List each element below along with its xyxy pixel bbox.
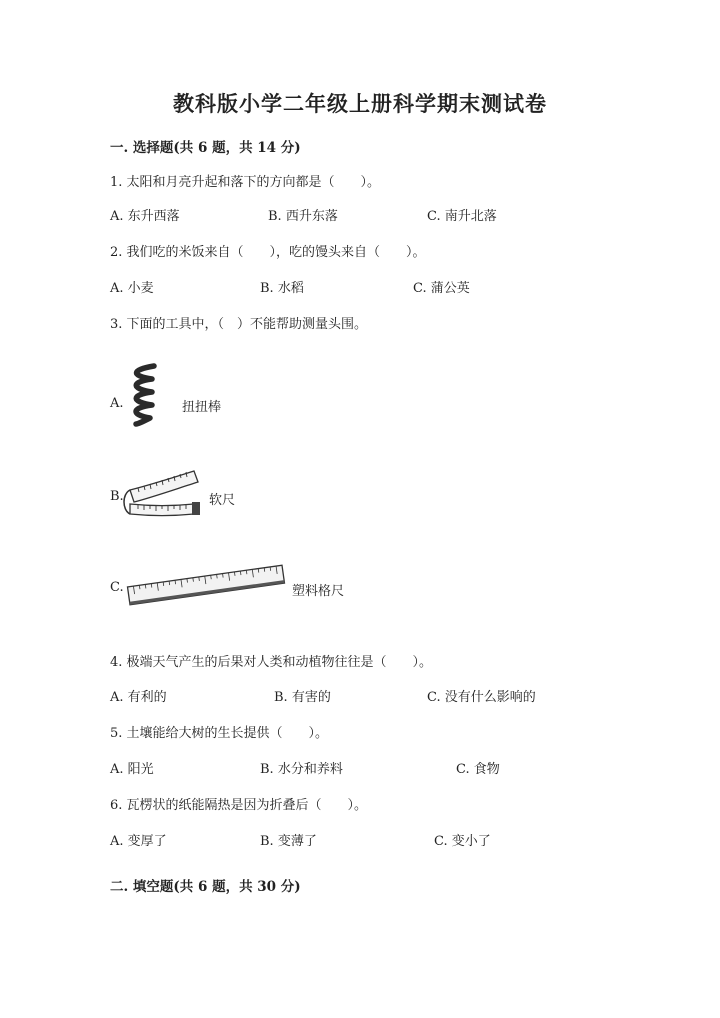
q2-option-c: C. 蒲公英: [413, 281, 470, 296]
q1-option-c: C. 南升北落: [427, 209, 497, 224]
plastic-ruler-icon: [124, 562, 288, 608]
q5-option-a: A. 阳光: [110, 762, 154, 777]
question-5: 5. 土壤能给大树的生长提供（ ）。: [110, 726, 329, 741]
question-6: 6. 瓦楞状的纸能隔热是因为折叠后（ ）。: [110, 798, 368, 813]
q4-option-c: C. 没有什么影响的: [427, 690, 536, 705]
q1-option-b: B. 西升东落: [268, 209, 338, 224]
tape-measure-icon: [124, 466, 202, 518]
section-heading-choice: 一. 选择题(共 6 题，共 14 分): [110, 140, 301, 156]
q3-option-a-letter: A.: [110, 396, 124, 411]
q3-option-c-label: 塑料格尺: [292, 584, 345, 599]
q2-option-b: B. 水稻: [260, 281, 304, 296]
question-3: 3. 下面的工具中，（ ）不能帮助测量头围。: [110, 317, 368, 332]
q6-option-c: C. 变小了: [434, 834, 491, 849]
question-4: 4. 极端天气产生的后果对人类和动植物往往是（ ）。: [110, 655, 433, 670]
q6-option-b: B. 变薄了: [260, 834, 317, 849]
q5-option-b: B. 水分和养料: [260, 762, 343, 777]
q3-option-a-label: 扭扭棒: [182, 400, 222, 415]
page-title: 教科版小学二年级上册科学期末测试卷: [173, 91, 547, 116]
q4-option-a: A. 有利的: [110, 690, 167, 705]
q3-option-c-letter: C.: [110, 580, 124, 595]
question-1: 1. 太阳和月亮升起和落下的方向都是（ ）。: [110, 175, 381, 190]
q4-option-b: B. 有害的: [274, 690, 331, 705]
question-2: 2. 我们吃的米饭来自（ ），吃的馒头来自（ ）。: [110, 245, 426, 260]
q3-option-b-letter: B.: [110, 489, 124, 504]
q1-option-a: A. 东升西落: [110, 209, 180, 224]
section-heading-fill-blank: 二. 填空题(共 6 题，共 30 分): [110, 879, 301, 895]
q2-option-a: A. 小麦: [110, 281, 154, 296]
q3-option-b-label: 软尺: [209, 493, 236, 508]
twist-stick-icon: [124, 362, 164, 428]
q5-option-c: C. 食物: [456, 762, 500, 777]
q6-option-a: A. 变厚了: [110, 834, 167, 849]
